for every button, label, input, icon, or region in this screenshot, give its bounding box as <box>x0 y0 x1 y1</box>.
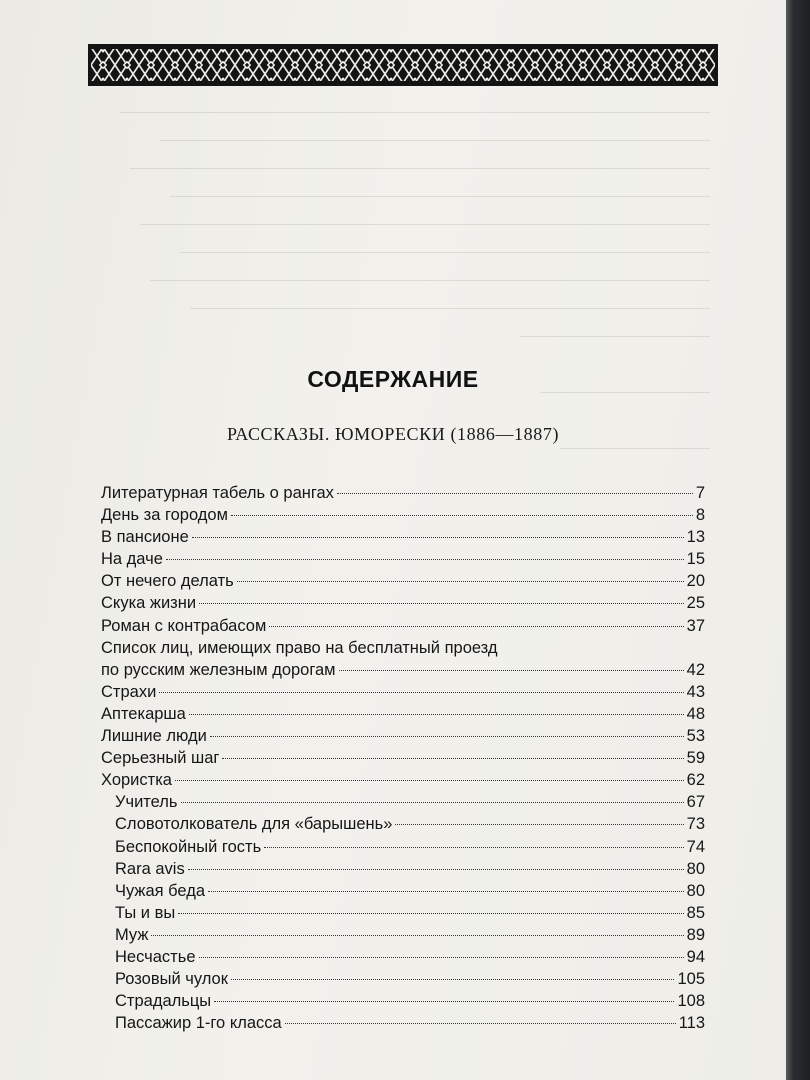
book-edge <box>786 0 810 1080</box>
toc-entry <box>101 902 705 924</box>
dot-leader <box>175 780 684 781</box>
dot-leader <box>159 692 683 693</box>
toc-entry <box>101 681 705 703</box>
toc-entry-title: Литературная табель о рангах <box>101 484 334 502</box>
toc-entry-title: На даче <box>101 550 163 569</box>
toc-entry-title: Страхи <box>101 682 157 701</box>
toc-page-number: 25 <box>686 594 705 613</box>
toc-entry-title: Rara avis <box>115 859 185 878</box>
section-heading: РАССКАЗЫ. ЮМОРЕСКИ (1886—1887) <box>226 424 560 444</box>
toc-entry <box>101 946 705 968</box>
dot-leader <box>166 559 684 560</box>
toc-entry-title: Чужая беда <box>115 881 206 900</box>
toc-page-number: 85 <box>686 903 705 922</box>
toc-entry-title: Хористка <box>101 771 172 790</box>
toc-page-number: 105 <box>677 970 705 989</box>
toc-entry <box>101 725 705 747</box>
toc-page-number: 62 <box>686 771 705 790</box>
dot-leader <box>199 957 684 958</box>
dot-leader <box>210 736 684 737</box>
toc-entry-title: Лишние люди <box>101 727 207 746</box>
toc-entry-title: Несчастье <box>115 947 196 966</box>
toc-entry <box>101 504 705 526</box>
dot-leader <box>337 493 693 494</box>
toc-page-number: 7 <box>695 484 705 502</box>
page-title: СОДЕРЖАНИЕ <box>307 366 479 392</box>
toc-entry-title: День за городом <box>101 506 228 525</box>
toc-page-number: 67 <box>686 793 705 812</box>
toc-page-number: 13 <box>686 528 705 547</box>
toc-entry <box>101 482 705 504</box>
dot-leader <box>264 847 683 848</box>
toc-entry-title: Аптекарша <box>101 704 186 723</box>
toc-entry <box>101 548 705 570</box>
dot-leader <box>237 581 684 582</box>
dot-leader <box>199 603 684 604</box>
toc-entry-title: Скука жизни <box>101 594 197 613</box>
toc-entry <box>101 570 705 592</box>
toc-page-number: 8 <box>695 506 705 525</box>
toc-page-number: 80 <box>686 859 705 878</box>
toc-page-number: 48 <box>686 704 705 723</box>
toc-page-number: 20 <box>686 572 705 591</box>
toc-entry-title: В пансионе <box>101 528 189 547</box>
dot-leader <box>395 824 683 825</box>
toc-entry-title: Муж <box>115 925 149 944</box>
toc-page-number: 80 <box>686 881 705 900</box>
toc-entry-title: Учитель <box>115 793 178 812</box>
toc-entry-title: Пассажир 1-го класса <box>115 1014 282 1033</box>
toc-page-number: 89 <box>686 925 705 944</box>
dot-leader <box>151 935 683 936</box>
table-of-contents <box>101 482 705 1034</box>
toc-page-number: 73 <box>686 815 705 834</box>
toc-entry-title: Ты и вы <box>115 903 176 922</box>
toc-entry <box>101 924 705 946</box>
dot-leader <box>208 891 684 892</box>
toc-entry-title: Розовый чулок <box>115 970 228 989</box>
toc-page-number: 15 <box>686 550 705 569</box>
toc-page-number: 113 <box>678 1014 705 1033</box>
toc-page-number: 108 <box>677 992 705 1011</box>
toc-entry-continuation <box>101 659 705 681</box>
toc-entry <box>101 968 705 990</box>
dot-leader <box>189 714 684 715</box>
dot-leader <box>285 1023 676 1024</box>
toc-entry <box>101 703 705 725</box>
dot-leader <box>231 979 675 980</box>
toc-entry <box>101 769 705 791</box>
dot-leader <box>222 758 683 759</box>
toc-entry-title: Список лиц, имеющих право на бесплатный проезд <box>101 638 498 657</box>
dot-leader <box>231 515 693 516</box>
toc-entry-title: Страдальцы <box>115 992 212 1011</box>
toc-entry <box>101 813 705 835</box>
dot-leader <box>181 802 684 803</box>
toc-page-number: 94 <box>686 947 705 966</box>
toc-entry <box>101 592 705 614</box>
toc-entry-title: Роман с контрабасом <box>101 616 267 635</box>
toc-entry <box>101 791 705 813</box>
toc-entry-title: Серьезный шаг <box>101 749 220 768</box>
toc-entry <box>101 1012 705 1034</box>
decorative-ornament-band <box>88 44 718 86</box>
toc-entry <box>101 615 705 637</box>
toc-entry <box>101 637 705 659</box>
dot-leader <box>269 626 683 627</box>
toc-entry-title-line2: по русским железным дорогам <box>101 660 336 679</box>
dot-leader <box>214 1001 674 1002</box>
toc-page-number: 59 <box>686 749 705 768</box>
toc-entry-title: Словотолкователь для «барышень» <box>115 815 393 834</box>
toc-entry-title: От нечего делать <box>101 572 234 591</box>
toc-entry-title: Беспокойный гость <box>115 837 262 856</box>
toc-page-number: 53 <box>686 727 705 746</box>
toc-page-number: 74 <box>686 837 705 856</box>
toc-page-number: 42 <box>686 660 705 679</box>
toc-entry <box>101 858 705 880</box>
toc-page-number: 43 <box>686 682 705 701</box>
toc-entry <box>101 990 705 1012</box>
dot-leader <box>192 537 684 538</box>
dot-leader <box>178 913 683 914</box>
toc-entry <box>101 526 705 548</box>
toc-entry <box>101 836 705 858</box>
toc-page-number: 37 <box>686 616 705 635</box>
dot-leader <box>188 869 684 870</box>
toc-entry <box>101 880 705 902</box>
dot-leader <box>339 670 684 671</box>
toc-entry <box>101 747 705 769</box>
